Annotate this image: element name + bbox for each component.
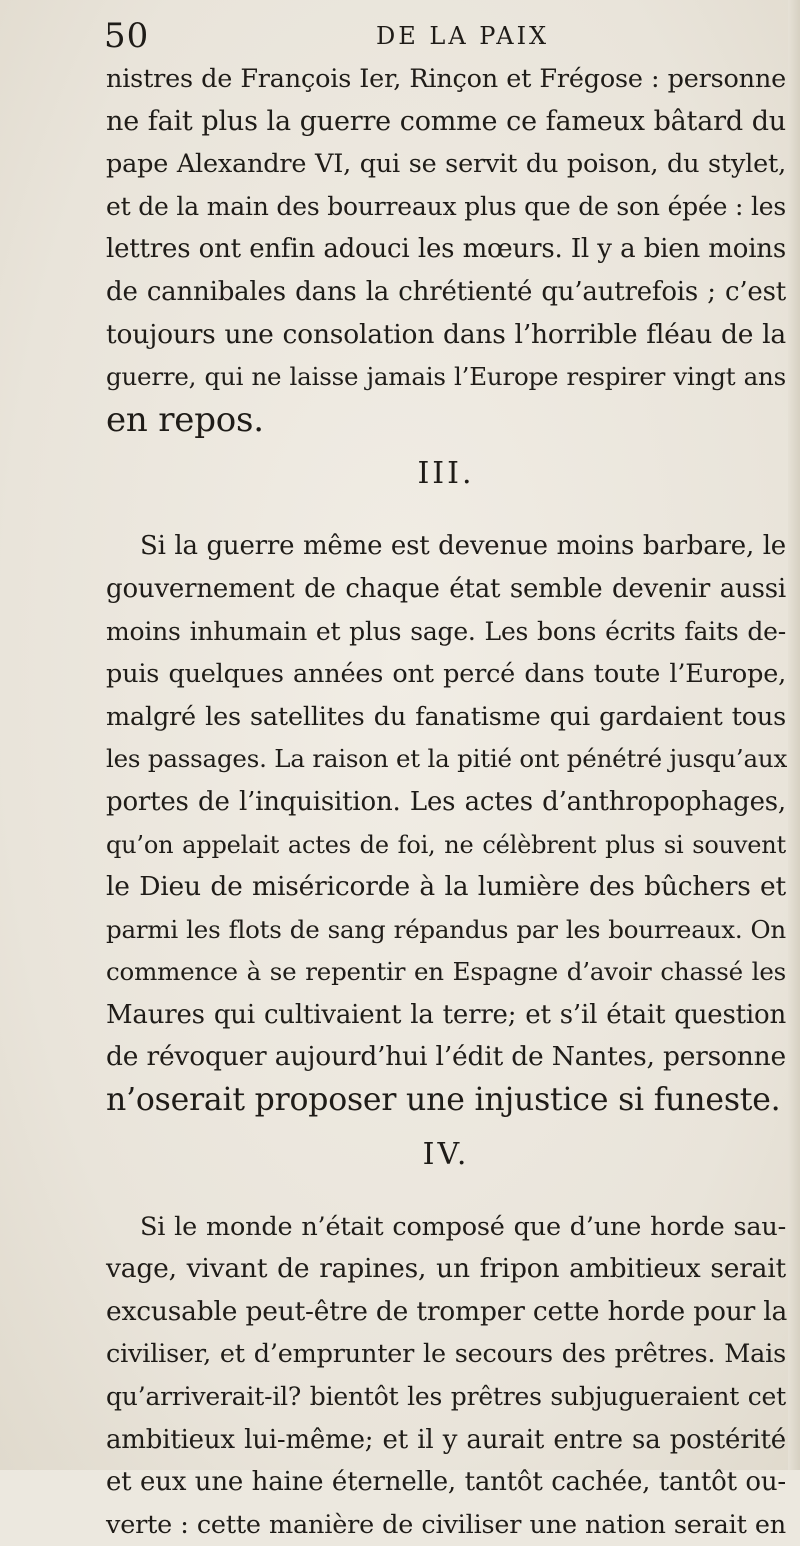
text-line: malgré les satellites du fanatisme qui gardaient tous — [106, 701, 786, 732]
text-line: excusable peut-être de tromper cette horde pour la — [106, 1295, 788, 1327]
text-line: de révoquer aujourd’hui l’édit de Nantes, personne — [106, 1041, 787, 1073]
text-line: les passages. La raison et la pitié ont pénétré jusqu’aux — [106, 744, 788, 774]
section-3-paragraph — [106, 525, 786, 1121]
text-line: lettres ont enfin adouci les mœurs. Il y a bien moins — [106, 234, 786, 265]
text-line: ambitieux lui-même; et il y aurait entre sa postérité — [106, 1424, 786, 1455]
text-line: qu’on appelait actes de foi, ne célèbrent plus si souvent — [106, 830, 786, 859]
paragraph-1 — [106, 58, 786, 441]
text-line: Si la guerre même est devenue moins barbare, le — [140, 531, 786, 562]
section-heading-4: IV. — [422, 1136, 470, 1172]
text-line: toujours une consolation dans l’horrible fléau de la — [106, 318, 786, 350]
text-line: et de la main des bourreaux plus que de son épée : les — [106, 191, 786, 221]
page-header — [96, 16, 796, 56]
text-line: qu’arriverait-il? bientôt les prêtres subjugueraient cet — [106, 1382, 786, 1412]
text-line: ne fait plus la guerre comme ce fameux bâtard du — [106, 105, 786, 137]
body-text — [106, 58, 786, 1546]
text-line: gouvernement de chaque état semble devenir aussi — [106, 573, 786, 604]
text-line: pape Alexandre VI, qui se servit du poison, du stylet, — [106, 149, 786, 180]
text-line: et eux une haine éternelle, tantôt cachée, tantôt ou- — [106, 1467, 786, 1498]
page-number: 50 — [104, 16, 150, 56]
text-line: guerre, qui ne laisse jamais l’Europe respirer vingt ans — [106, 362, 786, 392]
text-line: commence à se repentir en Espagne d’avoir chassé les — [106, 957, 786, 987]
text-line: puis quelques années ont percé dans toute l’Europe, — [106, 659, 786, 690]
text-line: verte : cette manière de civiliser une nation serait en — [106, 1509, 786, 1540]
text-line: nistres de François Ier, Rinçon et Frégose : personne — [106, 64, 786, 94]
text-line: civiliser, et d’emprunter le secours des prêtres. Mais — [106, 1339, 786, 1370]
running-head: DE LA PAIX — [376, 22, 550, 50]
text-line: de cannibales dans la chrétienté qu’autrefois ; c’est — [106, 276, 786, 307]
text-line: Maures qui cultivaient la terre; et s’il était question — [106, 999, 786, 1030]
page-edge — [788, 0, 800, 1470]
text-line: portes de l’inquisition. Les actes d’anthropophages, — [106, 786, 786, 817]
text-line: moins inhumain et plus sage. Les bons écrits faits de- — [106, 616, 786, 646]
text-line: en repos. — [106, 399, 264, 440]
section-heading-3: III. — [417, 456, 475, 492]
text-line: vage, vivant de rapines, un fripon ambitieux serait — [106, 1253, 786, 1285]
text-line: parmi les flots de sang répandus par les bourreaux. On — [106, 914, 786, 944]
text-line: Si le monde n’était composé que d’une horde sau- — [140, 1211, 786, 1242]
text-line: n’oserait proposer une injustice si funeste. — [106, 1082, 781, 1119]
section-4-paragraph — [106, 1206, 786, 1546]
text-line: le Dieu de miséricorde à la lumière des bûchers et — [106, 871, 786, 903]
